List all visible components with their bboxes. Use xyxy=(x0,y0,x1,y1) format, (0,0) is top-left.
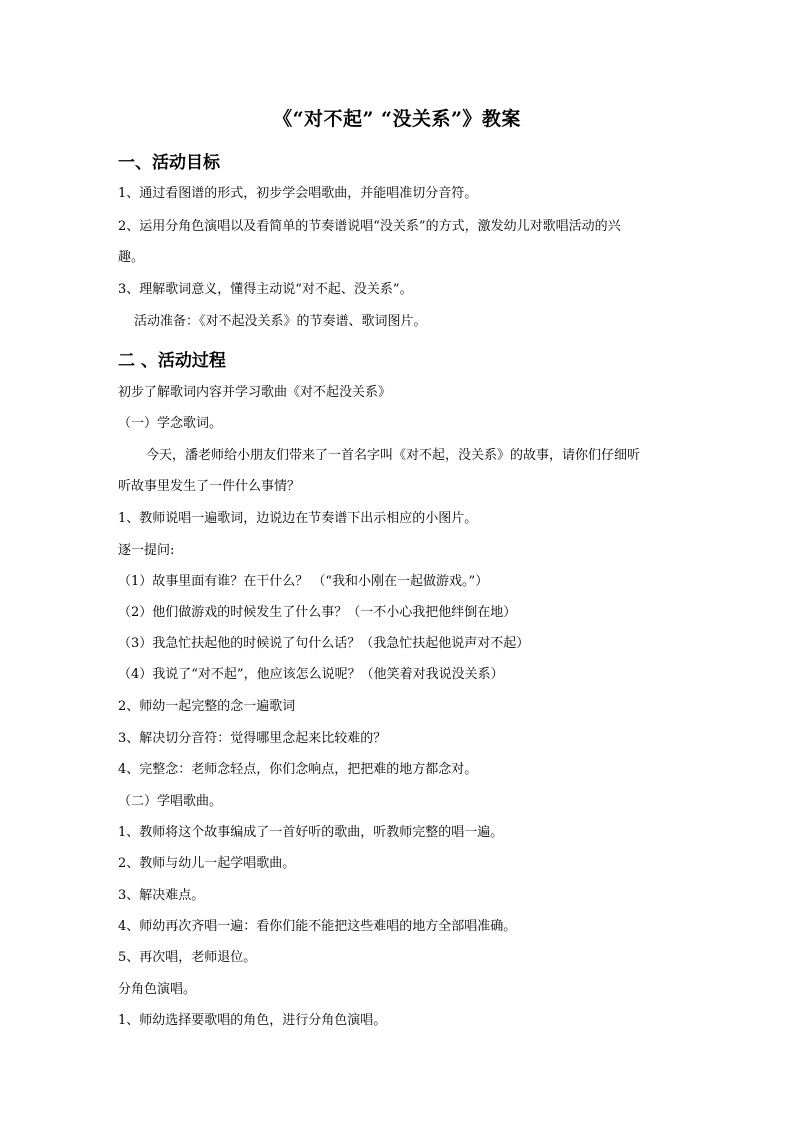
ask-line: 逐一提问: xyxy=(118,543,175,558)
story-line-1: 今天，潘老师给小朋友们带来了一首名字叫《对不起，没关系》的故事，请你们仔细听 xyxy=(146,448,641,463)
goal-item-2: 2、运用分角色演唱以及看简单的节奏谱说唱“没关系”的方式，激发幼儿对歌唱活动的兴 xyxy=(118,219,621,234)
question-3: （3）我急忙扶起他的时候说了句什么话？（我急忙扶起他说声对不起） xyxy=(118,636,530,651)
question-4: （4）我说了“对不起”，他应该怎么说呢？（他笑着对我说没关系） xyxy=(118,667,504,682)
question-2: （2）他们做游戏的时候发生了什么事？（一不小心我把他绊倒在地） xyxy=(118,605,517,620)
step-a-2: 3、解决切分音符：觉得哪里念起来比较难的？ xyxy=(118,731,387,746)
part1-title: （一）学念歌词。 xyxy=(118,416,223,431)
step-b-5: 5、再次唱，老师退位。 xyxy=(118,950,257,965)
step-1: 1、教师说唱一遍歌词，边说边在节奏谱下出示相应的小图片。 xyxy=(118,511,478,526)
step-c-1: 1、师幼选择要歌唱的角色，进行分角色演唱。 xyxy=(118,1013,387,1028)
goal-item-1: 1、通过看图谱的形式，初步学会唱歌曲，并能唱准切分音符。 xyxy=(118,186,478,201)
question-1: （1）故事里面有谁？在干什么？ （“我和小刚在一起做游戏。”） xyxy=(118,574,489,589)
section-heading-process: 二 、活动过程 xyxy=(118,351,226,371)
goal-item-2-cont: 趣。 xyxy=(118,250,145,265)
goal-item-3: 3、理解歌词意义，懂得主动说“对不起、没关系”。 xyxy=(118,282,413,297)
step-b-4: 4、师幼再次齐唱一遍：看你们能不能把这些难唱的地方全部唱准确。 xyxy=(118,919,517,934)
process-intro: 初步了解歌词内容并学习歌曲《对不起没关系》 xyxy=(118,385,392,400)
preparation-line: 活动准备：《对不起没关系》的节奏谱、歌词图片。 xyxy=(134,314,427,329)
step-b-3: 3、解决难点。 xyxy=(118,888,205,903)
document-title: 《“对不起” “没关系”》教案 xyxy=(273,108,521,130)
step-b-2: 2、教师与幼儿一起学唱歌曲。 xyxy=(118,856,296,871)
step-a-3: 4、完整念：老师念轻点，你们念响点，把把难的地方都念对。 xyxy=(118,762,478,777)
part3-title: 分角色演唱。 xyxy=(118,982,197,997)
story-line-2: 听故事里发生了一件什么事情？ xyxy=(118,479,301,494)
step-a-1: 2、师幼一起完整的念一遍歌词 xyxy=(118,699,296,714)
section-heading-goals: 一、活动目标 xyxy=(118,153,220,173)
step-b-1: 1、教师将这个故事编成了一首好听的歌曲，听教师完整的唱一遍。 xyxy=(118,825,504,840)
part2-title: （二）学唱歌曲。 xyxy=(118,794,223,809)
